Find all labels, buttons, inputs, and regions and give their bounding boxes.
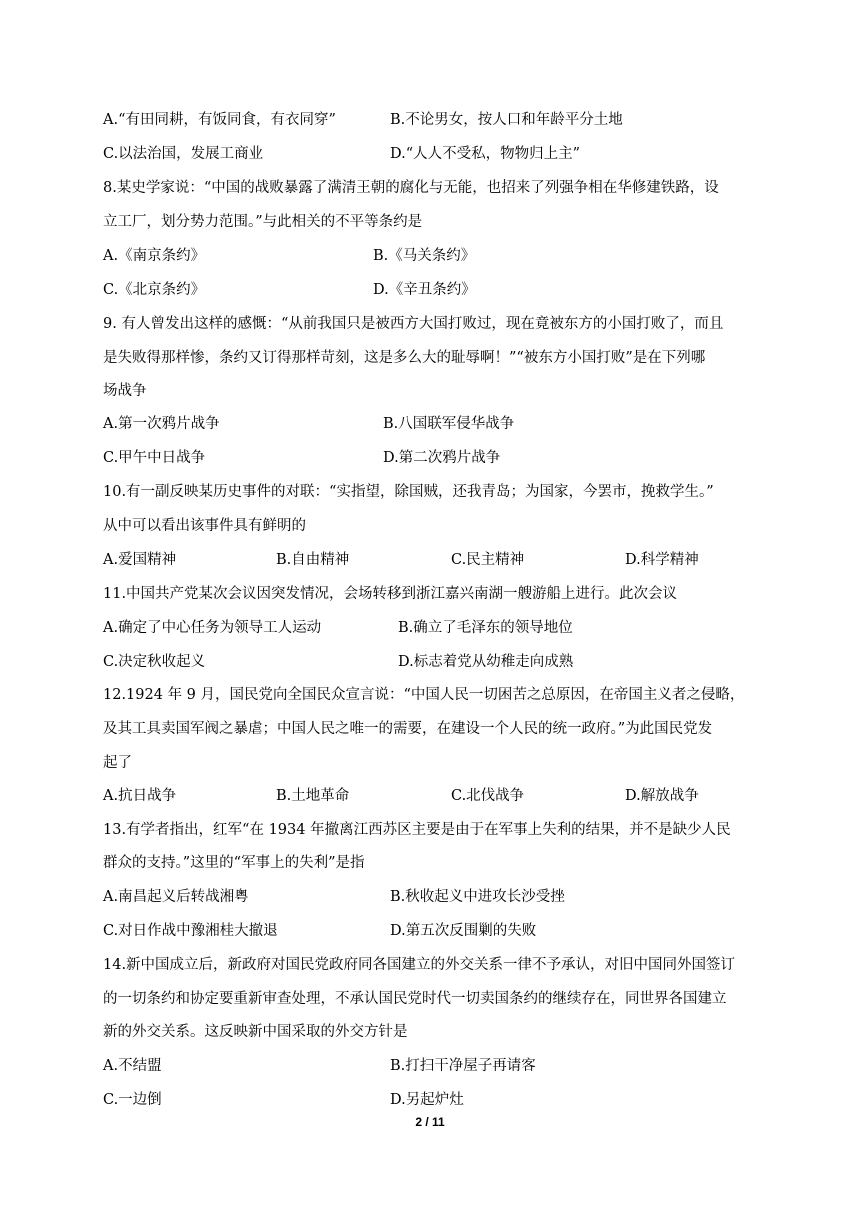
q12-option-d: D.解放战争 bbox=[625, 788, 699, 804]
q12-stem-line2: 及其工具卖国军阀之暴虐；中国人民之唯一的需要，在建设一个人民的统一政府。”为此国民党发 bbox=[103, 721, 713, 737]
q14-stem-line1: 14.新中国成立后，新政府对国民党政府同各国建立的外交关系一律不予承认，对旧中国同外国签订 bbox=[103, 957, 736, 973]
q9-option-b: B.八国联军侵华战争 bbox=[383, 416, 515, 432]
q12-option-a: A.抗日战争 bbox=[103, 788, 177, 804]
q9-option-d: D.第二次鸦片战争 bbox=[383, 450, 501, 466]
q8-option-d: D.《辛丑条约》 bbox=[373, 282, 476, 298]
q13-option-d: D.第五次反围剿的失败 bbox=[390, 923, 537, 939]
q11-stem-line1: 11.中国共产党某次会议因突发情况，会场转移到浙江嘉兴南湖一艘游船上进行。此次会议 bbox=[103, 586, 678, 602]
q14-option-d: D.另起炉灶 bbox=[390, 1092, 464, 1108]
q9-stem-line2: 是失败得那样惨，条约又订得那样苛刻，这是多么大的耻辱啊！”“被东方小国打败”是在下列哪 bbox=[103, 350, 706, 366]
q12-option-c: C.北伐战争 bbox=[451, 788, 525, 804]
q10-stem-line1: 10.有一副反映某历史事件的对联：“实指望，除国贼，还我青岛；为国家，今罢市，挽救学生。” bbox=[103, 484, 714, 500]
q13-option-a: A.南昌起义后转战湘粤 bbox=[103, 889, 249, 905]
q9-stem-line3: 场战争 bbox=[103, 383, 147, 399]
q7-option-b: B.不论男女，按人口和年龄平分土地 bbox=[390, 112, 623, 128]
q14-option-c: C.一边倒 bbox=[103, 1092, 162, 1108]
q8-option-c: C.《北京条约》 bbox=[103, 282, 206, 298]
q10-option-c: C.民主精神 bbox=[451, 552, 525, 568]
q9-stem-line1: 9. 有人曾发出这样的感慨：“从前我国只是被西方大国打败过，现在竟被东方的小国打败了，而且 bbox=[103, 316, 724, 332]
q14-stem-line3: 新的外交关系。这反映新中国采取的外交方针是 bbox=[103, 1024, 408, 1040]
q10-option-b: B.自由精神 bbox=[276, 552, 350, 568]
q11-option-c: C.决定秋收起义 bbox=[103, 654, 206, 670]
q10-option-d: D.科学精神 bbox=[625, 552, 699, 568]
q12-option-b: B.土地革命 bbox=[276, 788, 350, 804]
q14-stem-line2: 的一切条约和协定要重新审查处理，不承认国民党时代一切卖国条约的继续存在，同世界各国建立 bbox=[103, 991, 727, 1007]
q8-option-b: B.《马关条约》 bbox=[373, 248, 476, 264]
q7-option-a: A.“有田同耕，有饭同食，有衣同穿” bbox=[103, 112, 336, 128]
q13-option-c: C.对日作战中豫湘桂大撤退 bbox=[103, 923, 278, 939]
q11-option-b: B.确立了毛泽东的领导地位 bbox=[398, 620, 573, 636]
q8-option-a: A.《南京条约》 bbox=[103, 248, 206, 264]
q13-stem-line1: 13.有学者指出，红军“在 1934 年撤离江西苏区主要是由于在军事上失利的结果，并不是缺少人民 bbox=[103, 822, 731, 838]
q11-option-a: A.确定了中心任务为领导工人运动 bbox=[103, 620, 322, 636]
q11-option-d: D.标志着党从幼稚走向成熟 bbox=[398, 654, 574, 670]
q10-option-a: A.爱国精神 bbox=[103, 552, 177, 568]
q10-stem-line2: 从中可以看出该事件具有鲜明的 bbox=[103, 518, 306, 534]
q7-option-d: D.“人人不受私，物物归上主” bbox=[390, 146, 581, 162]
q13-stem-line2: 群众的支持。”这里的“军事上的失利”是指 bbox=[103, 855, 365, 871]
q13-option-b: B.秋收起义中进攻长沙受挫 bbox=[390, 889, 565, 905]
q14-option-a: A.不结盟 bbox=[103, 1058, 162, 1074]
q12-stem-line3: 起了 bbox=[103, 755, 132, 771]
q14-option-b: B.打扫干净屋子再请客 bbox=[390, 1058, 536, 1074]
q8-stem-line2: 立工厂，划分势力范围。”与此相关的不平等条约是 bbox=[103, 214, 423, 230]
page-number: 2 / 11 bbox=[415, 1115, 445, 1129]
q9-option-a: A.第一次鸦片战争 bbox=[103, 416, 220, 432]
q8-stem-line1: 8.某史学家说：“中国的战败暴露了满清王朝的腐化与无能，也招来了列强争相在华修建铁路，设 bbox=[103, 180, 719, 196]
q7-option-c: C.以法治国，发展工商业 bbox=[103, 146, 264, 162]
q12-stem-line1: 12.1924 年 9 月，国民党向全国民众宣言说：“中国人民一切困苦之总原因，在帝国主义者之侵略， bbox=[103, 687, 745, 703]
q9-option-c: C.甲午中日战争 bbox=[103, 450, 206, 466]
